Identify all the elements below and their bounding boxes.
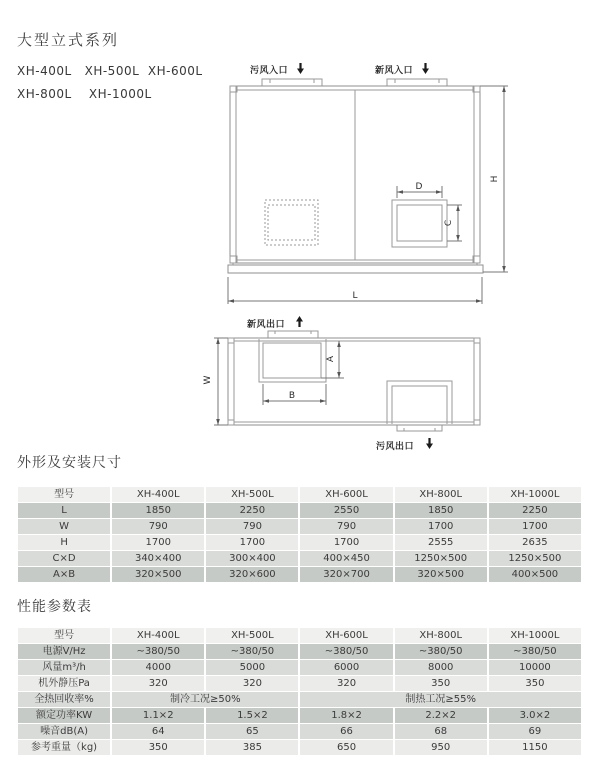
dimensions-table xyxy=(16,486,583,583)
dim-h-label: H xyxy=(490,175,500,183)
column-header: XH-400L xyxy=(112,487,204,502)
inlet-stub-right xyxy=(387,79,447,86)
table-cell: 1700 xyxy=(112,535,204,550)
table-row xyxy=(18,676,581,691)
column-header: XH-600L xyxy=(300,628,392,643)
row-label: 风量m³/h xyxy=(18,660,110,675)
table-cell: 650 xyxy=(300,740,392,755)
table-header-row xyxy=(18,628,581,643)
dimension-d xyxy=(397,182,442,198)
dimensions-section-title: 外形及安装尺寸 xyxy=(17,455,122,471)
table-header-row xyxy=(18,487,581,502)
table-cell: 2550 xyxy=(300,503,392,518)
table-cell: 400×500 xyxy=(489,567,581,582)
table-cell: 790 xyxy=(206,519,298,534)
table-row xyxy=(18,660,581,675)
column-header: XH-500L xyxy=(206,628,298,643)
column-header: XH-1000L xyxy=(489,628,581,643)
table-cell: ~380/50 xyxy=(300,644,392,659)
table-row xyxy=(18,644,581,659)
row-label: 电源V/Hz xyxy=(18,644,110,659)
table-row xyxy=(18,535,581,550)
base-plinth xyxy=(228,263,483,273)
table-cell: 1250×500 xyxy=(395,551,487,566)
fresh-air-outlet-label: 新风出口 xyxy=(247,320,286,330)
column-header: XH-800L xyxy=(395,628,487,643)
merged-cell: 制冷工况≥50% xyxy=(112,692,298,707)
table-cell: 400×450 xyxy=(300,551,392,566)
table-cell: 340×400 xyxy=(112,551,204,566)
dim-l-label: L xyxy=(352,291,358,301)
column-header: XH-400L xyxy=(112,628,204,643)
page-title: 大型立式系列 xyxy=(17,31,120,49)
table-cell: 65 xyxy=(206,724,298,739)
column-header: 型号 xyxy=(18,628,110,643)
inlet-stub-left xyxy=(262,79,322,86)
table-cell: 2250 xyxy=(489,503,581,518)
table-cell: 64 xyxy=(112,724,204,739)
dirty-air-inlet-label: 污风入口 xyxy=(250,66,289,76)
dimension-w xyxy=(203,338,228,425)
up-arrow-icon xyxy=(296,316,303,327)
table-cell: 790 xyxy=(112,519,204,534)
row-label: H xyxy=(18,535,110,550)
table-cell: 1.8×2 xyxy=(300,708,392,723)
column-header: XH-600L xyxy=(300,487,392,502)
table-cell: 2250 xyxy=(206,503,298,518)
row-label: 机外静压Pa xyxy=(18,676,110,691)
column-header: XH-1000L xyxy=(489,487,581,502)
table-cell: 320 xyxy=(300,676,392,691)
down-arrow-icon xyxy=(426,438,433,449)
table-cell: 2555 xyxy=(395,535,487,550)
table-cell: 10000 xyxy=(489,660,581,675)
dim-b-label: B xyxy=(288,391,296,401)
dim-c-label: C xyxy=(444,219,454,227)
performance-section-title: 性能参数表 xyxy=(17,599,92,615)
table-cell: 320×500 xyxy=(395,567,487,582)
table-cell: 320 xyxy=(206,676,298,691)
table-cell: 1250×500 xyxy=(489,551,581,566)
table-cell: 1700 xyxy=(489,519,581,534)
fresh-outlet-duct xyxy=(259,339,326,382)
model-list-line-2: XH-800L XH-1000L xyxy=(17,87,152,101)
table-row xyxy=(18,551,581,566)
table-cell: 320×700 xyxy=(300,567,392,582)
table-cell: ~380/50 xyxy=(206,644,298,659)
table-row xyxy=(18,519,581,534)
fresh-air-inlet-label: 新风入口 xyxy=(375,66,414,76)
row-label: 全热回收率% xyxy=(18,692,110,707)
table-cell: 69 xyxy=(489,724,581,739)
dim-d-label: D xyxy=(415,182,423,192)
table-cell: 4000 xyxy=(112,660,204,675)
table-cell: ~380/50 xyxy=(112,644,204,659)
down-arrow-icon xyxy=(297,63,304,74)
column-header: XH-500L xyxy=(206,487,298,502)
table-cell: 2635 xyxy=(489,535,581,550)
down-arrow-icon xyxy=(422,63,429,74)
row-label: 噪音dB(A) xyxy=(18,724,110,739)
dimension-l xyxy=(228,277,482,304)
table-row xyxy=(18,740,581,755)
row-label: L xyxy=(18,503,110,518)
dimension-h xyxy=(480,86,508,272)
table-row xyxy=(18,692,581,707)
dimension-b xyxy=(263,384,326,405)
table-cell: 1.1×2 xyxy=(112,708,204,723)
dimension-a xyxy=(321,341,344,378)
table-cell: 1700 xyxy=(395,519,487,534)
model-list-line-1: XH-400L XH-500L XH-600L xyxy=(17,64,203,78)
row-label: W xyxy=(18,519,110,534)
table-cell: 1.5×2 xyxy=(206,708,298,723)
column-header: XH-800L xyxy=(395,487,487,502)
table-cell: 950 xyxy=(395,740,487,755)
table-cell: 2.2×2 xyxy=(395,708,487,723)
table-cell: 385 xyxy=(206,740,298,755)
table-cell: 68 xyxy=(395,724,487,739)
table-cell: 1700 xyxy=(300,535,392,550)
table-cell: 3.0×2 xyxy=(489,708,581,723)
table-cell: 1700 xyxy=(206,535,298,550)
table-cell: ~380/50 xyxy=(489,644,581,659)
table-cell: 1850 xyxy=(395,503,487,518)
table-cell: 320 xyxy=(112,676,204,691)
table-cell: 300×400 xyxy=(206,551,298,566)
table-cell: 5000 xyxy=(206,660,298,675)
table-cell: 350 xyxy=(489,676,581,691)
table-cell: ~380/50 xyxy=(395,644,487,659)
outlet-stub-top xyxy=(268,331,318,338)
table-row xyxy=(18,567,581,582)
row-label: C×D xyxy=(18,551,110,566)
table-row xyxy=(18,724,581,739)
table-cell: 8000 xyxy=(395,660,487,675)
table-cell: 320×600 xyxy=(206,567,298,582)
row-label: 参考重量（kg) xyxy=(18,740,110,755)
outlet-stub-bottom xyxy=(397,425,442,431)
dirty-outlet-duct xyxy=(387,381,452,424)
row-label: 额定功率KW xyxy=(18,708,110,723)
dirty-air-outlet-label: 污风出口 xyxy=(376,442,415,452)
row-label: A×B xyxy=(18,567,110,582)
table-cell: 6000 xyxy=(300,660,392,675)
table-row xyxy=(18,708,581,723)
dim-a-label: A xyxy=(326,355,336,363)
table-cell: 66 xyxy=(300,724,392,739)
column-header: 型号 xyxy=(18,487,110,502)
table-cell: 1150 xyxy=(489,740,581,755)
table-row xyxy=(18,503,581,518)
table-cell: 320×500 xyxy=(112,567,204,582)
performance-table xyxy=(16,627,583,756)
dim-w-label: W xyxy=(203,375,213,385)
table-cell: 350 xyxy=(395,676,487,691)
table-cell: 1850 xyxy=(112,503,204,518)
table-cell: 790 xyxy=(300,519,392,534)
merged-cell: 制热工况≥55% xyxy=(300,692,581,707)
duct-opening xyxy=(392,200,447,247)
front-view-diagram xyxy=(200,58,520,308)
top-view-diagram xyxy=(195,312,515,457)
table-cell: 350 xyxy=(112,740,204,755)
dashed-access-panel xyxy=(265,200,318,245)
